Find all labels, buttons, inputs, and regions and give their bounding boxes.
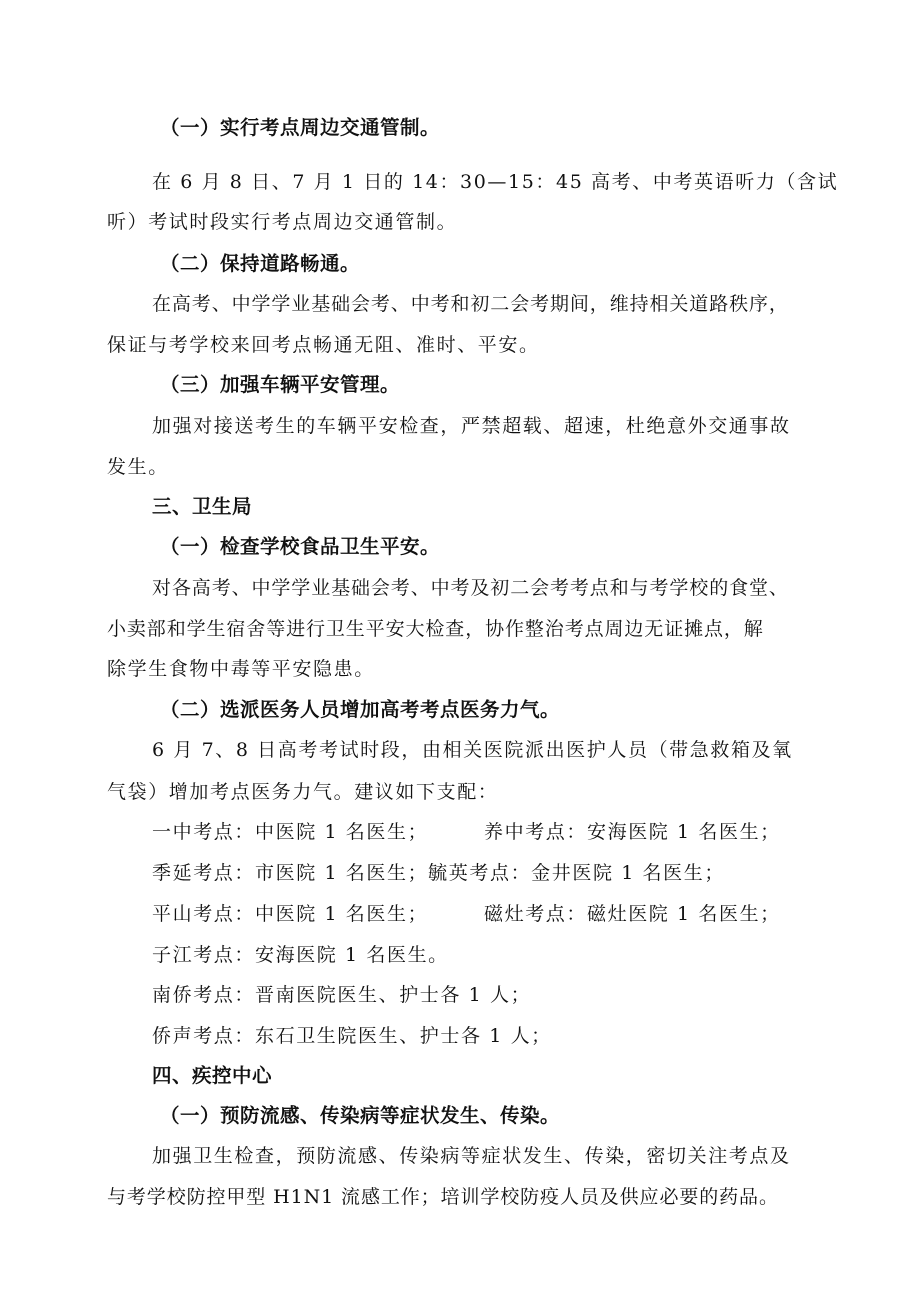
assignment-line: 南侨考点：晋南医院医生、护士各 1 人； xyxy=(152,984,532,1006)
paragraph-line: 保证与考学校来回考点畅通无阻、准时、平安。 xyxy=(107,334,540,356)
paragraph-line: 对各高考、中学学业基础会考、中考及初二会考考点和与考学校的食堂、 xyxy=(152,577,789,599)
assignment-line: 子江考点：安海医院 1 名医生。 xyxy=(152,944,449,966)
paragraph-line: 听）考试时段实行考点周边交通管制。 xyxy=(107,211,458,233)
section-title: 三、卫生局 xyxy=(152,495,253,518)
section-heading: （一）预防流感、传染病等症状发生、传染。 xyxy=(160,1104,561,1127)
paragraph-line: 与考学校防控甲型 H1N1 流感工作；培训学校防疫人员及供应必要的药品。 xyxy=(107,1186,779,1208)
assignment-line: 磁灶考点：磁灶医院 1 名医生； xyxy=(484,903,781,925)
paragraph-line: 小卖部和学生宿舍等进行卫生平安大检查，协作整治考点周边无证摊点，解 xyxy=(107,618,764,640)
paragraph-line: 除学生食物中毒等平安隐患。 xyxy=(107,658,375,680)
assignment-line: 养中考点：安海医院 1 名医生； xyxy=(484,821,781,843)
paragraph-line: 发生。 xyxy=(107,456,169,478)
section-title: 四、疾控中心 xyxy=(152,1064,273,1087)
assignment-line: 季延考点：市医院 1 名医生；毓英考点：金井医院 1 名医生； xyxy=(152,862,725,884)
section-heading: （一）实行考点周边交通管制。 xyxy=(160,116,441,139)
assignment-line: 一中考点：中医院 1 名医生； xyxy=(152,821,429,843)
paragraph-line: 加强对接送考生的车辆平安检查，严禁超载、超速，杜绝意外交通事故 xyxy=(152,415,791,437)
paragraph-line: 加强卫生检查，预防流感、传染病等症状发生、传染，密切关注考点及 xyxy=(152,1145,791,1167)
paragraph-line: 在 6 月 8 日、7 月 1 日的 14：30—15：45 高考、中考英语听力（含试 xyxy=(152,171,839,193)
section-heading: （二）保持道路畅通。 xyxy=(160,252,361,275)
assignment-line: 侨声考点：东石卫生院医生、护士各 1 人； xyxy=(152,1025,552,1047)
paragraph-line: 气袋）增加考点医务力气。建议如下支配： xyxy=(107,781,499,803)
paragraph-line: 6 月 7、8 日高考考试时段，由相关医院派出医护人员（带急救箱及氧 xyxy=(152,739,793,761)
assignment-line: 平山考点：中医院 1 名医生； xyxy=(152,903,429,925)
section-heading: （三）加强车辆平安管理。 xyxy=(160,373,401,396)
paragraph-line: 在高考、中学学业基础会考、中考和初二会考期间，维持相关道路秩序， xyxy=(152,293,789,315)
section-heading: （二）选派医务人员增加高考考点医务力气。 xyxy=(160,698,561,721)
section-heading: （一）检查学校食品卫生平安。 xyxy=(160,535,441,558)
